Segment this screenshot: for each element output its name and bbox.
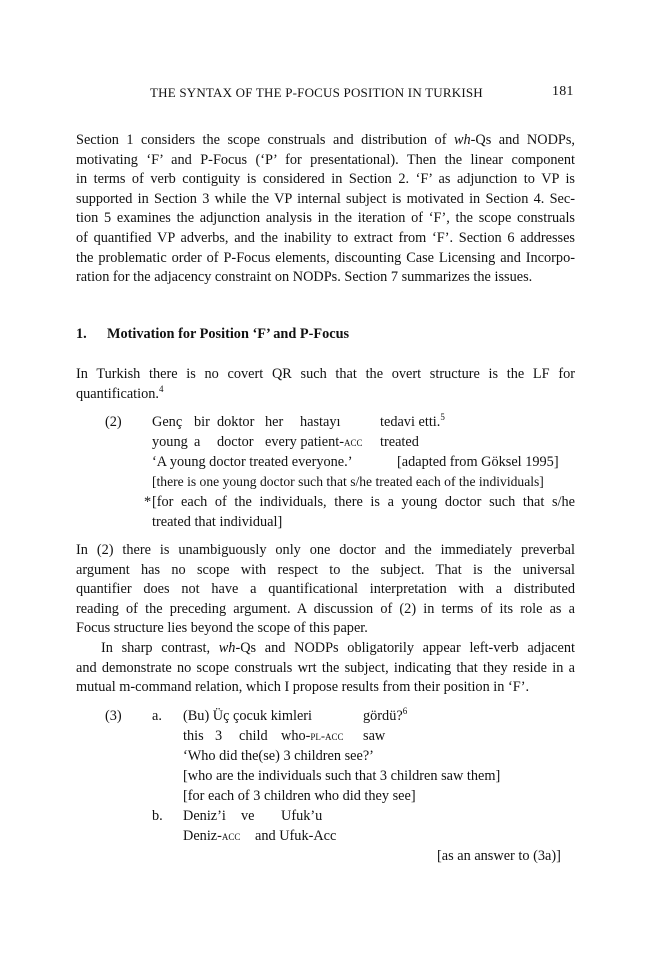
sub-example-label: a.: [152, 708, 162, 724]
text-line: the problematic order of P-Focus elements, discounting Case Licensing and Incorpo-: [76, 249, 575, 266]
gloss-word: a: [194, 434, 201, 450]
intro-paragraph: [76, 131, 575, 288]
gloss-word: saw: [363, 728, 386, 744]
section-heading: [76, 326, 350, 343]
text-line: quantification.$^4$: [76, 383, 164, 402]
reading: [who are the individuals such that 3 children saw them]: [183, 768, 501, 784]
example-label: (3): [105, 708, 122, 724]
example-label: (2): [105, 414, 122, 430]
text-line: Focus structure lies beyond the scope of this paper.: [76, 620, 368, 637]
sub-example-label: b.: [152, 808, 163, 824]
gloss-word: young: [152, 434, 188, 450]
reading: [there is one young doctor such that s/he treated each of the individuals]: [152, 474, 544, 489]
reading: [for each of 3 children who did they see]: [183, 788, 416, 804]
text-line: of quantified VP adverbs, and the inability to extract from ‘F’. Section 6 addresses: [76, 229, 575, 246]
paragraph-1: [76, 365, 575, 404]
gloss-word: who-pl-acc: [281, 728, 344, 744]
example-word: doktor: [217, 414, 255, 430]
example-word: Genç: [152, 414, 183, 430]
running-title: THE SYNTAX OF THE P-FOCUS POSITION IN TURKISH: [150, 85, 483, 100]
text-line: reading of the preceding argument. A discussion of (2) in terms of its role as a: [76, 600, 575, 617]
text-line: mutual m-command relation, which I propose results from their position in ‘F’.: [76, 679, 530, 696]
gloss-word: treated: [380, 434, 419, 450]
footnote-ref: 4: [158, 383, 164, 394]
text-line: In sharp contrast, wh-Qs and NODPs obligatorily appear left-verb adjacent: [101, 640, 575, 656]
answer-note: [as an answer to (3a)]: [437, 848, 561, 864]
paragraph-2: [76, 541, 575, 639]
example-word: gördü?$^6$: [363, 706, 408, 724]
gloss-word: child: [239, 728, 268, 744]
text-line: motivating ‘F’ and P-Focus (‘P’ for presentational). Then the linear component: [76, 151, 575, 168]
example-word: Ufuk’u: [281, 808, 323, 824]
page-number: 181: [552, 84, 574, 99]
text-line: In Turkish there is no covert QR such that the overt structure is the LF for: [76, 366, 575, 382]
text-line: and demonstrate no scope construals wrt the subject, indicating that they reside in a: [76, 659, 575, 676]
text-line: argument has no scope with respect to the subject. That is the universal: [76, 561, 575, 578]
gloss-word: and Ufuk-Acc: [255, 828, 337, 844]
translation: ‘Who did the(se) 3 children see?’: [183, 748, 374, 764]
text-line: in terms of verb contiguity is considered in Section 2. ‘F’ as adjunction to VP is: [76, 171, 575, 188]
footnote-ref: 5: [440, 412, 445, 423]
text-line: ration for the adjacency constraint on NODPs. Section 7 summarizes the issues.: [76, 269, 533, 286]
footnote-ref: 6: [402, 706, 408, 717]
example-word: her: [265, 414, 284, 430]
example-word: (Bu) Üç çocuk kimleri: [183, 708, 313, 724]
example-word: ve: [241, 808, 255, 824]
translation: ‘A young doctor treated everyone.’: [152, 454, 353, 470]
text-line: In (2) there is unambiguously only one doctor and the immediately preverbal: [76, 542, 575, 558]
section-number: 1.: [76, 326, 87, 342]
example-word: hastayı: [300, 414, 341, 430]
example-word: tedavi etti.$^5$: [380, 412, 445, 430]
text-line: supported in Section 3 while the VP internal subject is motivated in Section 4. Sec-: [76, 190, 575, 207]
text-line: tion 5 examines the adjunction analysis in the iteration of ‘F’, the scope construals: [76, 210, 575, 227]
reading: treated that individual]: [152, 514, 283, 530]
section-title: Motivation for Position ‘F’ and P-Focus: [107, 326, 350, 342]
gloss-word: Deniz-acc: [183, 828, 241, 844]
example-word: bir: [194, 414, 210, 430]
gloss-word: 3: [215, 728, 223, 744]
example-word: Deniz’i: [183, 808, 226, 824]
gloss-word: this: [183, 728, 204, 744]
text-line: Section 1 considers the scope construals and distribution of wh-Qs and NODPs,: [76, 132, 575, 148]
paragraph-3: [76, 639, 575, 698]
gloss-word: doctor: [217, 434, 254, 450]
gloss-word: every patient-acc: [265, 434, 363, 450]
reading: [for each of the individuals, there is a young doctor such that s/he: [152, 494, 575, 510]
text-line: quantifier does not have a quantificational interpretation with a distributed: [76, 581, 575, 598]
ungrammatical-mark: *: [144, 494, 152, 510]
source-citation: [adapted from Göksel 1995]: [397, 454, 559, 470]
